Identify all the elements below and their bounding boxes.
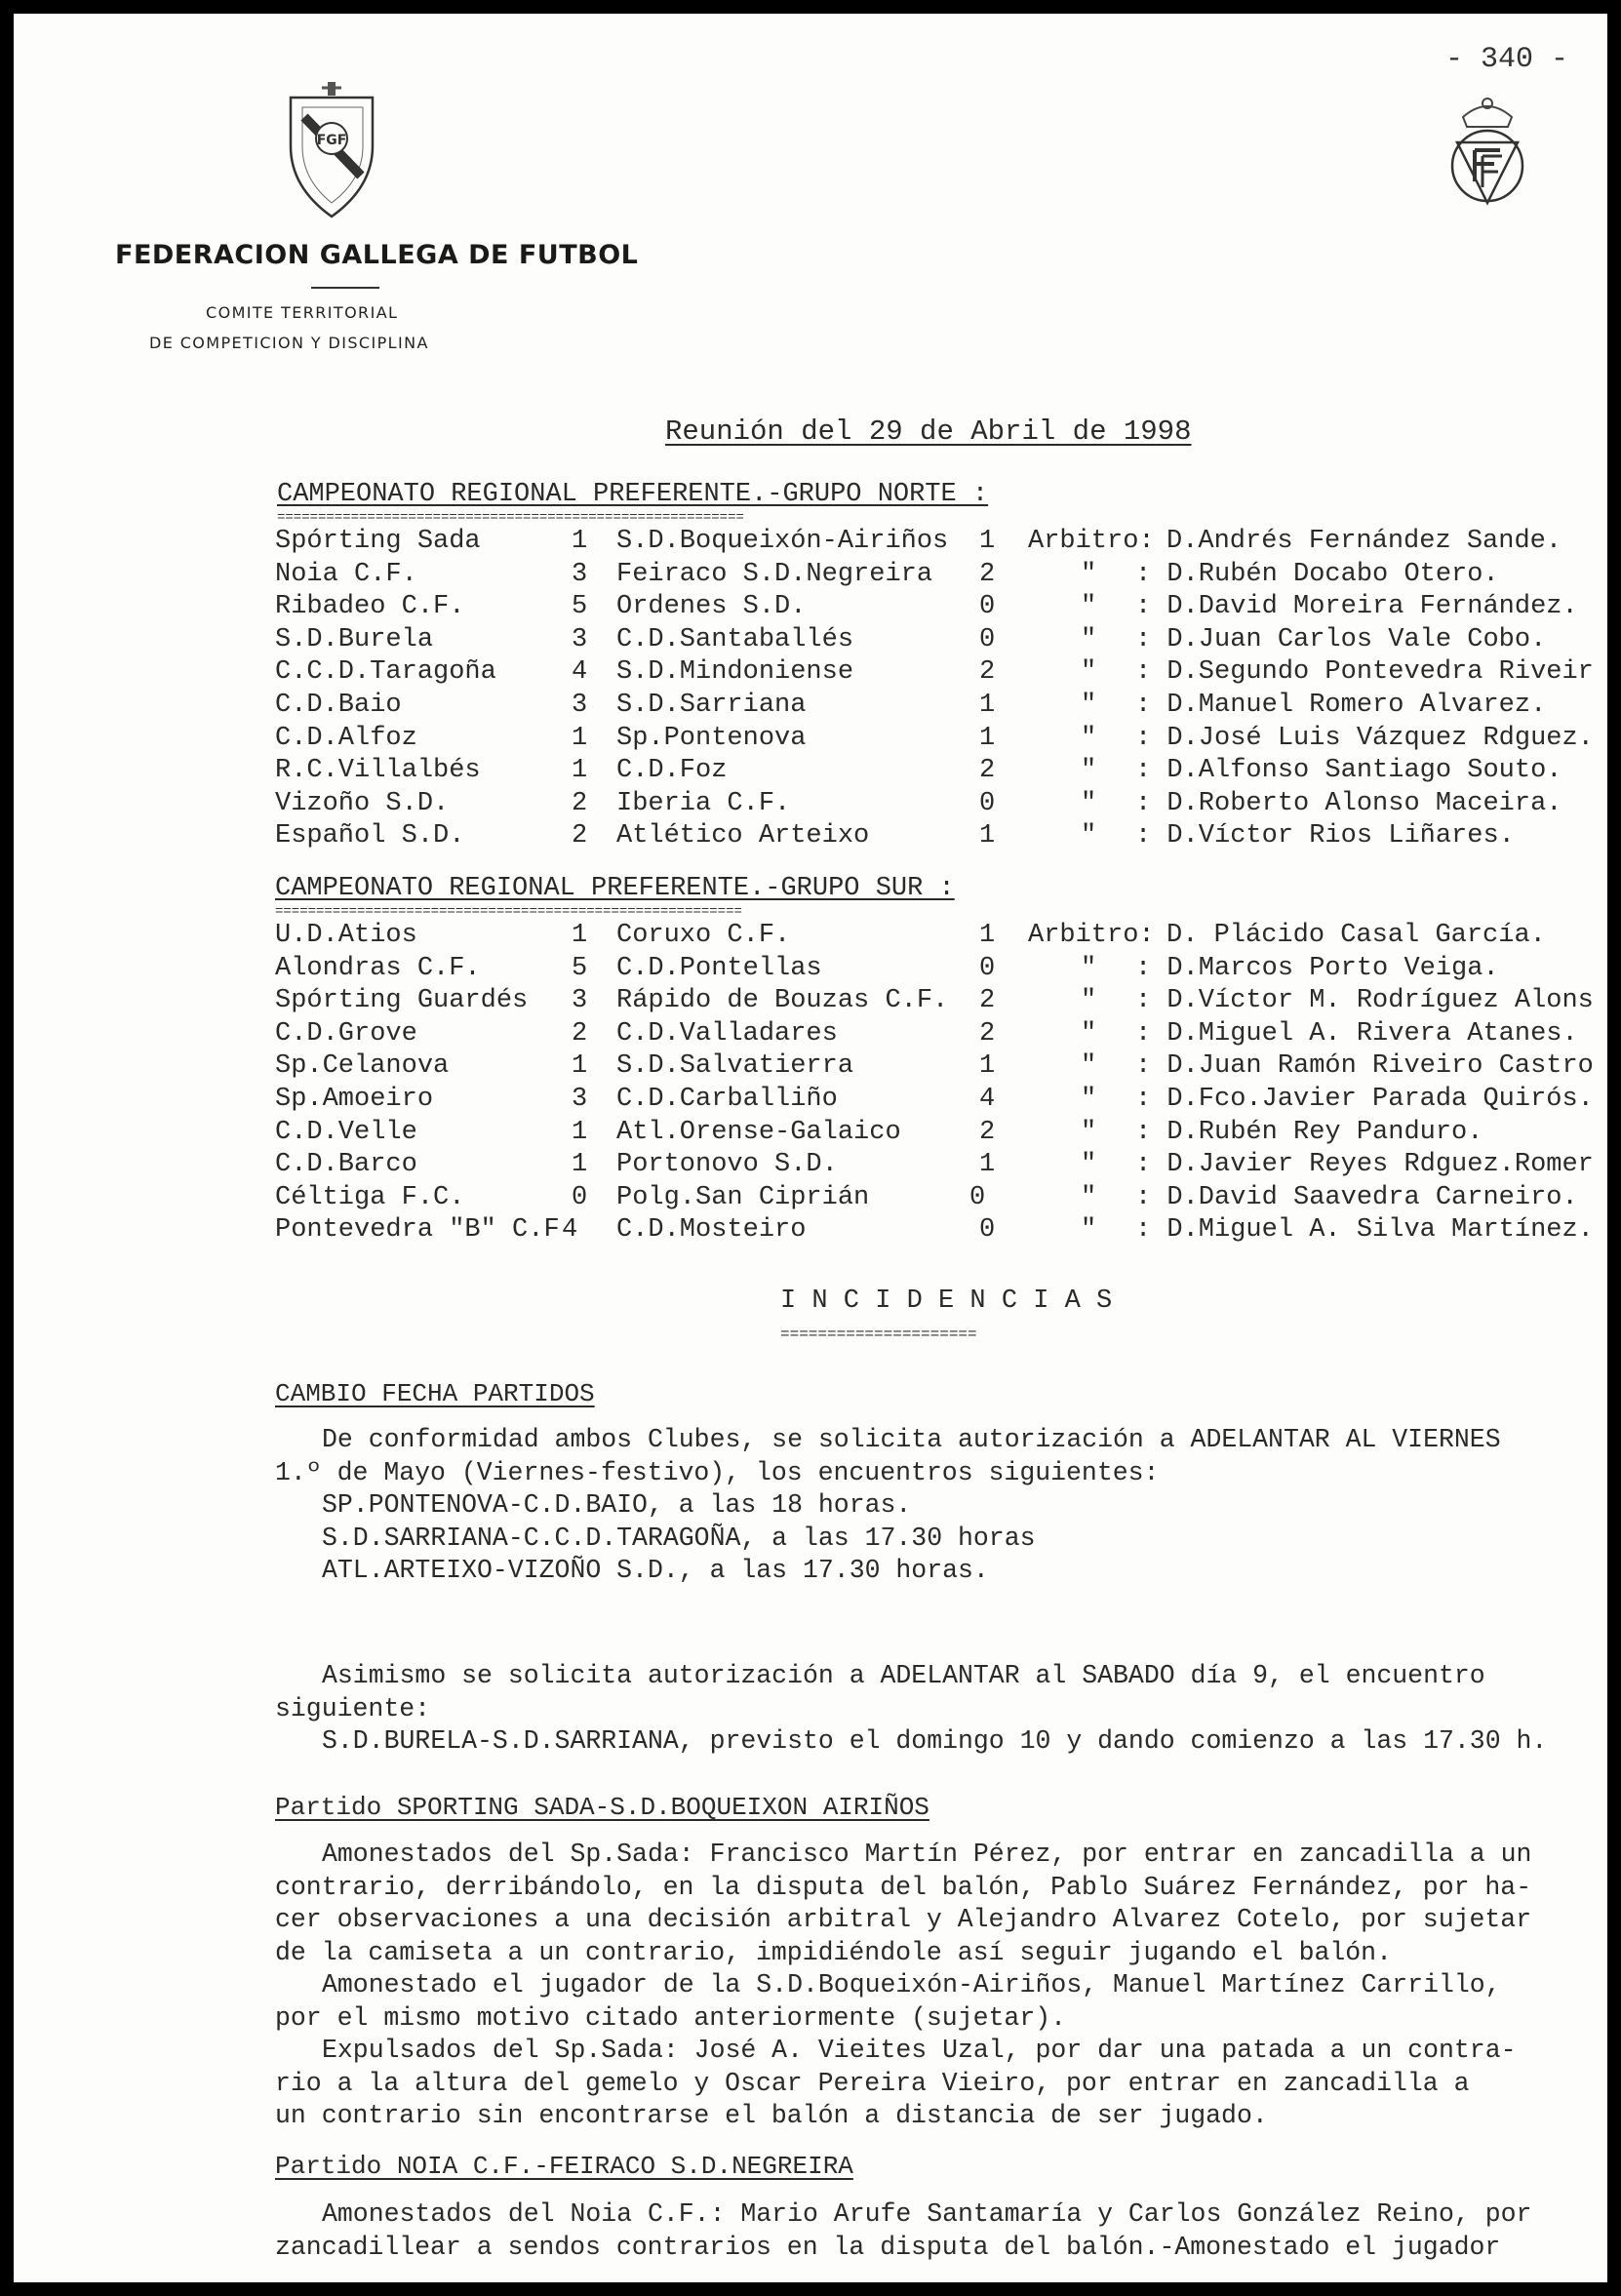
home-goals: 4 xyxy=(572,657,588,688)
match-row xyxy=(14,691,1607,724)
text-line: siguiente: xyxy=(275,1693,431,1723)
home-team: Sp.Amoeiro xyxy=(275,1085,434,1114)
group-sur-results xyxy=(14,921,1607,1252)
referee-name: : D.Rubén Rey Panduro. xyxy=(1135,1117,1483,1147)
text-line: Amonestados del Noia C.F.: Mario Arufe Santamaría y Carlos González Reino, por xyxy=(322,2199,1532,2229)
home-team: Noia C.F. xyxy=(275,559,417,589)
home-goals: 1 xyxy=(572,1117,588,1147)
sada-match-heading: Partido SPORTING SADA-S.D.BOQUEIXON AIRIÑOS xyxy=(275,1793,929,1822)
away-team: C.D.Pontellas xyxy=(616,953,822,983)
referee-name: : D.Víctor M. Rodríguez Alons xyxy=(1135,986,1594,1016)
away-goals: 1 xyxy=(979,723,996,753)
home-team: C.D.Grove xyxy=(275,1018,417,1049)
away-goals: 0 xyxy=(979,1215,996,1246)
match-row xyxy=(14,1183,1607,1216)
away-goals: 2 xyxy=(979,1117,996,1147)
away-team: Ordenes S.D. xyxy=(616,592,807,622)
home-team: C.D.Barco xyxy=(275,1150,417,1180)
away-goals: 1 xyxy=(979,821,996,851)
text-line: Amonestado el jugador de la S.D.Boqueixón-Airiños, Manuel Martínez Carrillo, xyxy=(322,1970,1501,1999)
referee-name: : D.David Moreira Fernández. xyxy=(1135,592,1578,622)
away-team: Portonovo S.D. xyxy=(616,1150,838,1180)
home-team: Sp.Celanova xyxy=(275,1051,450,1082)
away-team: S.D.Salvatierra xyxy=(616,1051,854,1082)
referee-label: " xyxy=(1081,1051,1097,1082)
referee-name: : D.Segundo Pontevedra Riveir xyxy=(1135,657,1594,688)
referee-label: " xyxy=(1081,821,1097,851)
match-row xyxy=(14,592,1607,625)
home-goals: 3 xyxy=(572,691,588,720)
referee-label: " xyxy=(1081,756,1097,786)
home-goals: 1 xyxy=(572,1150,588,1180)
away-team: C.D.Mosteiro xyxy=(616,1215,807,1246)
federation-name: FEDERACION GALLEGA DE FUTBOL xyxy=(115,240,639,270)
away-goals: 2 xyxy=(979,657,996,688)
home-team: Spórting Guardés xyxy=(275,986,529,1016)
away-goals: 1 xyxy=(979,1051,996,1082)
home-goals: 1 xyxy=(572,756,588,786)
referee-label: " xyxy=(1081,1117,1097,1147)
referee-label: " xyxy=(1081,624,1097,654)
away-goals: 1 xyxy=(979,921,996,950)
text-line: De conformidad ambos Clubes, se solicita autorización a ADELANTAR AL VIERNES xyxy=(322,1425,1501,1454)
text-line: de la camiseta a un contrario, impidiéndole así seguir jugando el balón. xyxy=(275,1937,1392,1967)
away-goals: 0 xyxy=(979,953,996,983)
referee-name: : D.David Saavedra Carneiro. xyxy=(1135,1182,1578,1212)
match-row xyxy=(14,527,1607,560)
away-goals: 2 xyxy=(979,1018,996,1049)
divider xyxy=(311,287,379,289)
match-row xyxy=(14,756,1607,789)
match-row xyxy=(14,1215,1607,1248)
referee-label: " xyxy=(1081,559,1097,589)
referee-name: : D.Miguel A. Silva Martínez. xyxy=(1135,1215,1594,1246)
home-goals: 2 xyxy=(572,788,588,818)
home-team: Pontevedra "B" C.F xyxy=(275,1215,560,1246)
referee-name: : D.Juan Carlos Vale Cobo. xyxy=(1135,624,1547,654)
incidencias-heading: I N C I D E N C I A S xyxy=(780,1287,1113,1316)
text-line: 1.º de Mayo (Viernes-festivo), los encuentros siguientes: xyxy=(275,1457,1160,1487)
away-goals: 2 xyxy=(979,986,996,1016)
home-goals: 1 xyxy=(572,921,588,950)
away-goals: 2 xyxy=(979,756,996,786)
away-goals: 1 xyxy=(979,691,996,720)
incidencias-rule: ===================== xyxy=(780,1326,977,1343)
home-team: C.D.Baio xyxy=(275,691,402,720)
home-team: C.D.Alfoz xyxy=(275,723,417,753)
match-row xyxy=(14,657,1607,691)
referee-label: Arbitro: xyxy=(1028,921,1155,950)
away-team: Atl.Orense-Galaico xyxy=(616,1117,901,1147)
away-team: S.D.Mindoniense xyxy=(616,657,854,688)
home-team: Vizoño S.D. xyxy=(275,788,450,818)
group-norte-rule: ========================================================= xyxy=(277,510,744,526)
match-row xyxy=(14,1118,1607,1151)
match-row xyxy=(14,560,1607,593)
referee-name: : D.Miguel A. Rivera Atanes. xyxy=(1135,1018,1578,1049)
referee-name: : D.Javier Reyes Rdguez.Romer xyxy=(1135,1150,1594,1180)
meeting-title: Reunión del 29 de Abril de 1998 xyxy=(665,416,1192,448)
referee-name: : D.Víctor Rios Liñares. xyxy=(1135,821,1515,851)
home-goals: 3 xyxy=(572,559,588,589)
match-row xyxy=(14,625,1607,658)
noia-match-heading: Partido NOIA C.F.-FEIRACO S.D.NEGREIRA xyxy=(275,2152,853,2181)
match-row xyxy=(14,1019,1607,1052)
home-team: R.C.Villalbés xyxy=(275,756,481,786)
home-goals: 0 xyxy=(572,1182,588,1212)
text-line: Amonestados del Sp.Sada: Francisco Martín Pérez, por entrar en zancadilla a un xyxy=(322,1840,1532,1869)
svg-text:FGF: FGF xyxy=(316,133,347,148)
away-goals: 2 xyxy=(979,559,996,589)
referee-name: : D.Alfonso Santiago Souto. xyxy=(1135,756,1562,786)
text-line: contrario, derribándolo, en la disputa del balón, Pablo Suárez Fernández, por ha- xyxy=(275,1872,1532,1902)
away-team: S.D.Boqueixón-Airiños xyxy=(616,527,949,556)
home-goals: 4 xyxy=(562,1215,578,1246)
match-row xyxy=(14,921,1607,954)
committee-line-1: COMITE TERRITORIAL xyxy=(206,303,399,322)
away-team: Iberia C.F. xyxy=(616,788,791,818)
group-sur-rule: ========================================================= xyxy=(275,904,742,920)
away-goals: 0 xyxy=(969,1182,986,1212)
match-row xyxy=(14,1051,1607,1085)
sada-match-text xyxy=(275,1839,1607,2133)
home-team: Español S.D. xyxy=(275,821,465,851)
home-team: Spórting Sada xyxy=(275,527,481,556)
home-team: Alondras C.F. xyxy=(275,953,481,983)
referee-label: " xyxy=(1081,1018,1097,1049)
referee-label: " xyxy=(1081,592,1097,622)
home-goals: 5 xyxy=(572,592,588,622)
referee-label: " xyxy=(1081,953,1097,983)
away-goals: 0 xyxy=(979,624,996,654)
match-row xyxy=(14,986,1607,1019)
cambio-fecha-text xyxy=(275,1424,1607,1588)
match-row xyxy=(14,954,1607,987)
cambio-fecha-heading: CAMBIO FECHA PARTIDOS xyxy=(275,1379,595,1408)
referee-name: : D.Rubén Docabo Otero. xyxy=(1135,559,1499,589)
home-team: S.D.Burela xyxy=(275,624,434,654)
match-row xyxy=(14,724,1607,757)
federation-crest-logo xyxy=(283,78,380,222)
group-sur-title: CAMPEONATO REGIONAL PREFERENTE.-GRUPO SUR : xyxy=(275,874,955,903)
referee-name: : D.Manuel Romero Alvarez. xyxy=(1135,691,1547,720)
referee-name: : D.Juan Ramón Riveiro Castro xyxy=(1135,1051,1594,1082)
home-goals: 1 xyxy=(572,723,588,753)
home-team: Céltiga F.C. xyxy=(275,1182,465,1212)
home-goals: 2 xyxy=(572,1018,588,1049)
referee-name: : D.Fco.Javier Parada Quirós. xyxy=(1135,1085,1594,1114)
cambio-fecha-text-2 xyxy=(275,1660,1607,1759)
referee-name: D.Andrés Fernández Sande. xyxy=(1166,527,1562,556)
away-team: C.D.Foz xyxy=(616,756,728,786)
referee-name: : D.Marcos Porto Veiga. xyxy=(1135,953,1499,983)
away-goals: 0 xyxy=(979,592,996,622)
referee-name: : D.Roberto Alonso Maceira. xyxy=(1135,788,1562,818)
away-team: S.D.Sarriana xyxy=(616,691,807,720)
referee-label: " xyxy=(1081,1150,1097,1180)
away-goals: 0 xyxy=(979,788,996,818)
away-team: Atlético Arteixo xyxy=(616,821,870,851)
document-page xyxy=(14,14,1607,2282)
text-line: rio a la altura del gemelo y Oscar Pereira Vieiro, por entrar en zancadilla a xyxy=(275,2068,1470,2098)
referee-name: D. Plácido Casal García. xyxy=(1166,921,1546,950)
home-goals: 1 xyxy=(572,1051,588,1082)
referee-label: " xyxy=(1081,657,1097,688)
away-team: Polg.San Ciprián xyxy=(616,1182,870,1212)
group-norte-results xyxy=(14,527,1607,858)
group-norte-title: CAMPEONATO REGIONAL PREFERENTE.-GRUPO NORTE : xyxy=(277,480,989,509)
referee-label: " xyxy=(1081,986,1097,1016)
away-team: C.D.Carballiño xyxy=(616,1085,838,1114)
text-line: SP.PONTENOVA-C.D.BAIO, a las 18 horas. xyxy=(322,1490,912,1520)
referee-label: " xyxy=(1081,1215,1097,1246)
text-line: S.D.SARRIANA-C.C.D.TARAGOÑA, a las 17.30 horas xyxy=(322,1523,1036,1553)
match-row xyxy=(14,789,1607,822)
home-goals: 3 xyxy=(572,1085,588,1114)
noia-match-text xyxy=(275,2198,1607,2264)
text-line: cer observaciones a una decisión arbitral y Alejandro Alvarez Cotelo, por sujetar xyxy=(275,1905,1532,1934)
away-goals: 4 xyxy=(979,1085,996,1114)
national-federation-crest-logo xyxy=(1443,88,1531,209)
text-line: Expulsados del Sp.Sada: José A. Vieites Uzal, por dar una patada a un contra- xyxy=(322,2036,1517,2065)
referee-name: : D.José Luis Vázquez Rdguez. xyxy=(1135,723,1594,753)
home-goals: 3 xyxy=(572,624,588,654)
away-goals: 1 xyxy=(979,527,996,556)
home-goals: 2 xyxy=(572,821,588,851)
home-goals: 5 xyxy=(572,953,588,983)
page-number: - 340 - xyxy=(1444,43,1568,76)
home-team: C.C.D.Taragoña xyxy=(275,657,496,688)
committee-line-2: DE COMPETICION Y DISCIPLINA xyxy=(149,334,429,352)
away-team: Sp.Pontenova xyxy=(616,723,807,753)
away-goals: 1 xyxy=(979,1150,996,1180)
referee-label: " xyxy=(1081,1182,1097,1212)
text-line: Asimismo se solicita autorización a ADELANTAR al SABADO día 9, el encuentro xyxy=(322,1661,1485,1690)
referee-label: Arbitro: xyxy=(1028,527,1155,556)
home-goals: 1 xyxy=(572,527,588,556)
away-team: Rápido de Bouzas C.F. xyxy=(616,986,949,1016)
text-line: por el mismo motivo citado anteriormente (sujetar). xyxy=(275,2002,1067,2033)
referee-label: " xyxy=(1081,723,1097,753)
text-line: S.D.BURELA-S.D.SARRIANA, previsto el domingo 10 y dando comienzo a las 17.30 h. xyxy=(322,1726,1548,1756)
match-row xyxy=(14,821,1607,854)
referee-label: " xyxy=(1081,691,1097,720)
home-team: Ribadeo C.F. xyxy=(275,592,465,622)
away-team: C.D.Santaballés xyxy=(616,624,854,654)
text-line: un contrario sin encontrarse el balón a distancia de ser jugado. xyxy=(275,2101,1268,2130)
text-line: ATL.ARTEIXO-VIZOÑO S.D., a las 17.30 horas. xyxy=(322,1556,989,1585)
away-team: Coruxo C.F. xyxy=(616,921,791,950)
text-line: zancadillear a sendos contrarios en la disputa del balón.-Amonestado el jugador xyxy=(275,2232,1501,2262)
away-team: Feiraco S.D.Negreira xyxy=(616,559,933,589)
referee-label: " xyxy=(1081,1085,1097,1114)
referee-label: " xyxy=(1081,788,1097,818)
home-team: C.D.Velle xyxy=(275,1117,417,1147)
match-row xyxy=(14,1150,1607,1183)
home-team: U.D.Atios xyxy=(275,921,417,950)
match-row xyxy=(14,1085,1607,1118)
home-goals: 3 xyxy=(572,986,588,1016)
away-team: C.D.Valladares xyxy=(616,1018,838,1049)
